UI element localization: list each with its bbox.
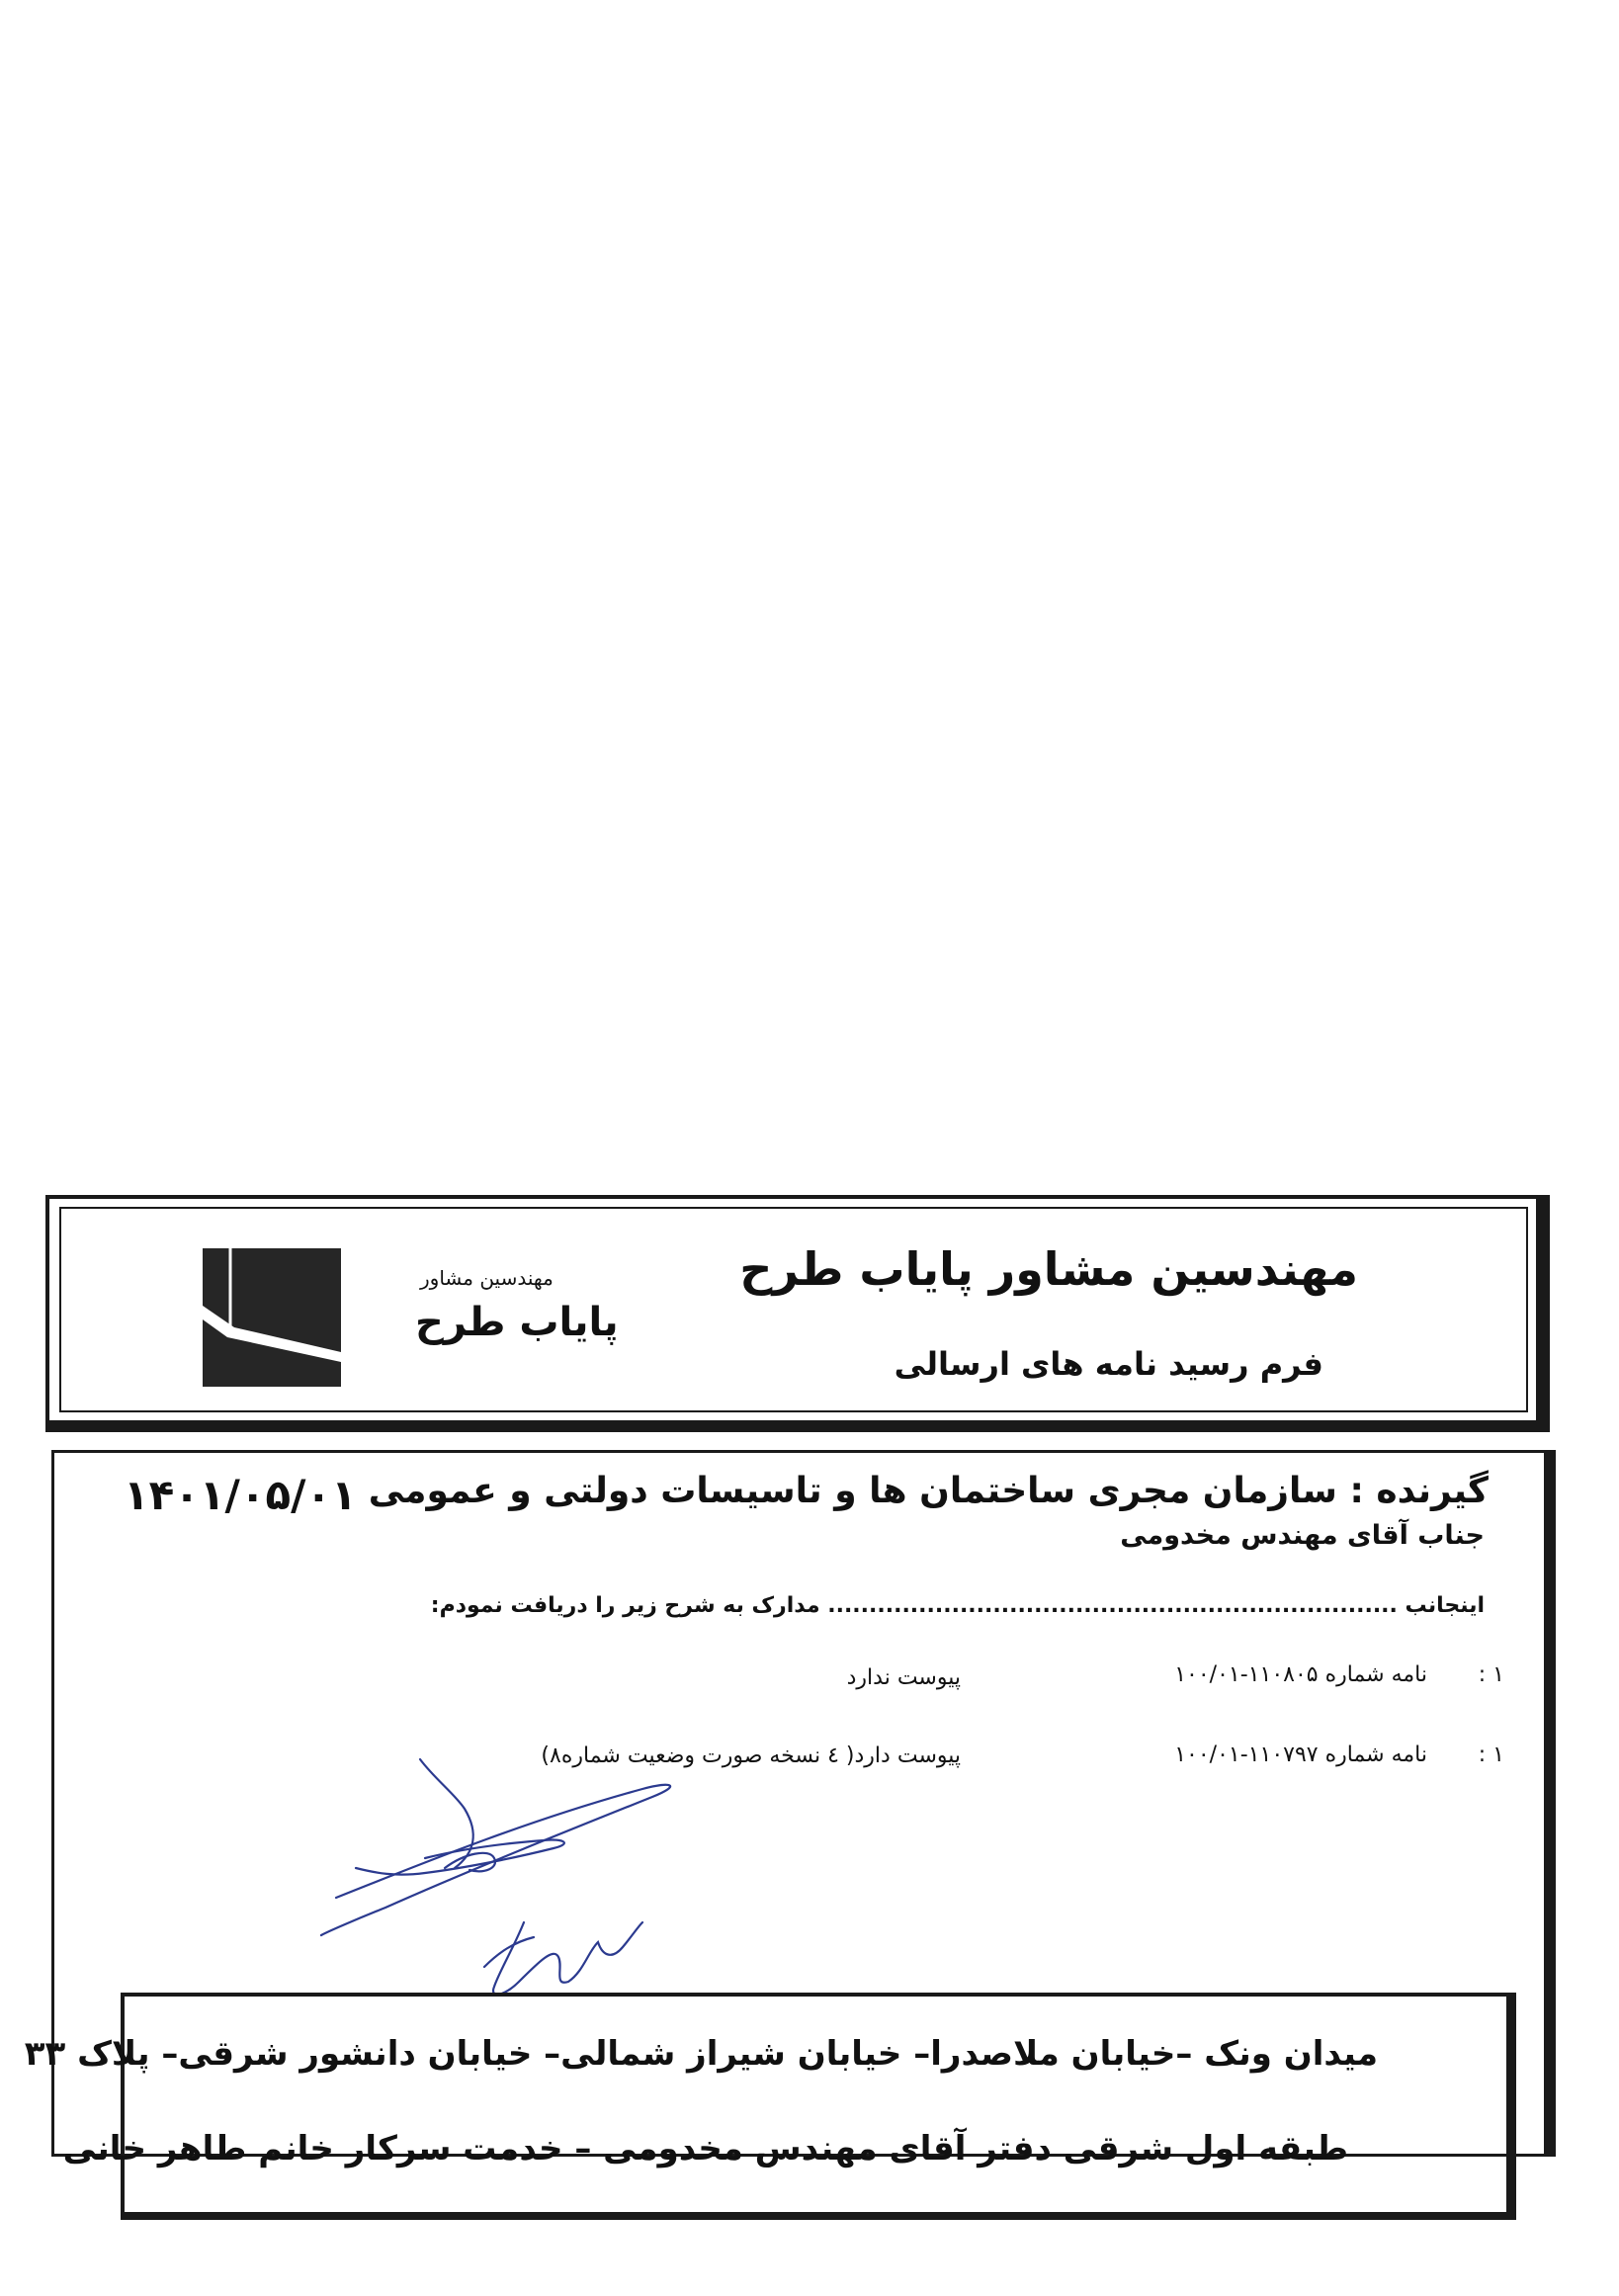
company-logo (203, 1248, 619, 1397)
item-index: ۱ : (1478, 1662, 1504, 1687)
logo-subtitle: مهندسین مشاور (420, 1266, 554, 1290)
letter-date: ۱۴۰۱/۰۵/۰۱ (124, 1471, 357, 1519)
attention-line: جناب آقای مهندس مخدومی (1120, 1520, 1485, 1551)
address-box (24, 1993, 1516, 2220)
form-title: فرم رسید نامه های ارسالی (894, 1345, 1323, 1383)
item-attachment-note: پیوست ندارد (846, 1665, 961, 1690)
item-index: ۱ : (1478, 1743, 1504, 1767)
handwritten-signature (316, 1749, 741, 2006)
recipient: گیرنده : سازمان مجری ساختمان ها و تاسیسات دولتی و عمومی (368, 1471, 1489, 1511)
header-box (45, 1195, 1550, 1432)
item-letter-number: نامه شماره ۱۱۰۸۰۵-۱۰۰/۰۱ (1174, 1662, 1427, 1687)
item-attachment-note: پیوست دارد( ٤ نسخه صورت وضعیت شماره۸) (541, 1743, 961, 1768)
item-letter-number: نامه شماره ۱۱۰۷۹۷-۱۰۰/۰۱ (1174, 1743, 1427, 1767)
address-line-2: طبقه اول شرقی دفتر آقای مهندس مخدومی – خدمت سرکار خانم طاهر خانی (62, 2129, 1348, 2168)
logo-mark-icon (203, 1248, 341, 1387)
address-line-1: میدان ونک –خیابان ملاصدرا– خیابان شیراز شمالی– خیابان دانشور شرقی– پلاک ۳۳ (24, 2034, 1378, 2074)
company-name: مهندسین مشاور پایاب طرح (739, 1242, 1358, 1296)
receipt-statement: اینجانب ..................................................................... مدارک به شرح زیر را دریافت نمودم: (430, 1593, 1485, 1618)
logo-name: پایاب طرح (415, 1300, 619, 1345)
